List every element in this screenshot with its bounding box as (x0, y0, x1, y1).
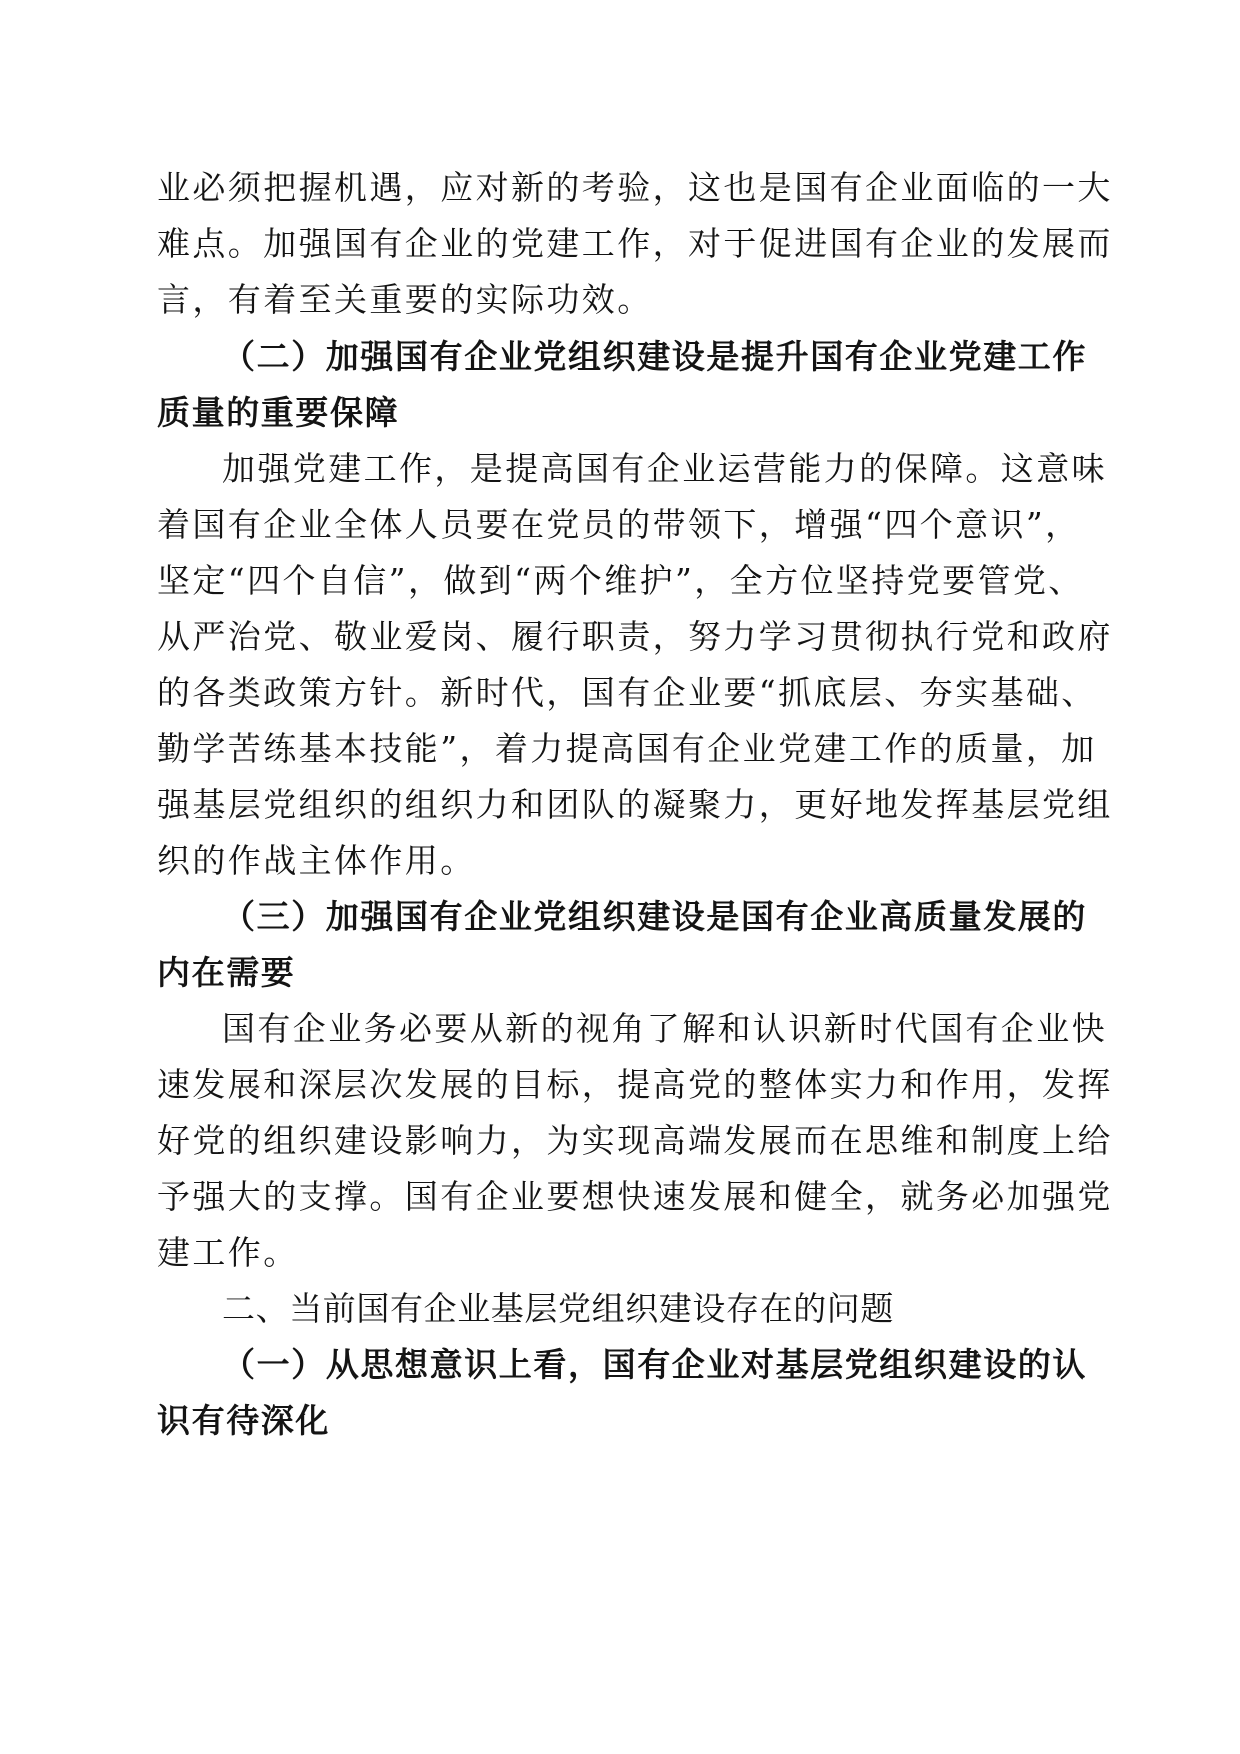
paragraph-line: 言，有着至关重要的实际功效。 (157, 280, 653, 319)
paragraph-line: 业必须把握机遇，应对新的考验，这也是国有企业面临的一大 (157, 168, 1113, 207)
subsection-heading: 识有待深化 (157, 1401, 330, 1440)
paragraph-line: 织的作战主体作用。 (157, 841, 476, 880)
section-heading: （二）加强国有企业党组织建设是提升国有企业党建工作 (222, 337, 1087, 376)
paragraph-line: 难点。加强国有企业的党建工作，对于促进国有企业的发展而 (157, 224, 1113, 263)
section-heading: （三）加强国有企业党组织建设是国有企业高质量发展的 (222, 897, 1087, 936)
subsection-heading: （一）从思想意识上看，国有企业对基层党组织建设的认 (222, 1345, 1087, 1384)
paragraph-line: 予强大的支撑。国有企业要想快速发展和健全，就务必加强党 (157, 1177, 1113, 1216)
part-heading: 二、当前国有企业基层党组织建设存在的问题 (222, 1289, 894, 1328)
paragraph-line: 从严治党、敬业爱岗、履行职责，努力学习贯彻执行党和政府 (157, 617, 1113, 656)
paragraph-line: 建工作。 (157, 1233, 299, 1272)
paragraph-line: 加强党建工作，是提高国有企业运营能力的保障。这意味 (222, 449, 1107, 488)
paragraph-line: 着国有企业全体人员要在党员的带领下，增强“四个意识”， (157, 505, 1081, 544)
paragraph-line: 强基层党组织的组织力和团队的凝聚力，更好地发挥基层党组 (157, 785, 1113, 824)
paragraph-line: 国有企业务必要从新的视角了解和认识新时代国有企业快 (222, 1009, 1107, 1048)
paragraph-line: 好党的组织建设影响力，为实现高端发展而在思维和制度上给 (157, 1121, 1113, 1160)
section-heading: 质量的重要保障 (157, 393, 400, 432)
paragraph-line: 坚定“四个自信”，做到“两个维护”，全方位坚持党要管党、 (157, 561, 1084, 600)
paragraph-line: 的各类政策方针。新时代，国有企业要“抓底层、夯实基础、 (157, 673, 1097, 712)
paragraph-line: 速发展和深层次发展的目标，提高党的整体实力和作用，发挥 (157, 1065, 1113, 1104)
paragraph-line: 勤学苦练基本技能”，着力提高国有企业党建工作的质量，加 (157, 729, 1097, 768)
section-heading: 内在需要 (157, 953, 296, 992)
